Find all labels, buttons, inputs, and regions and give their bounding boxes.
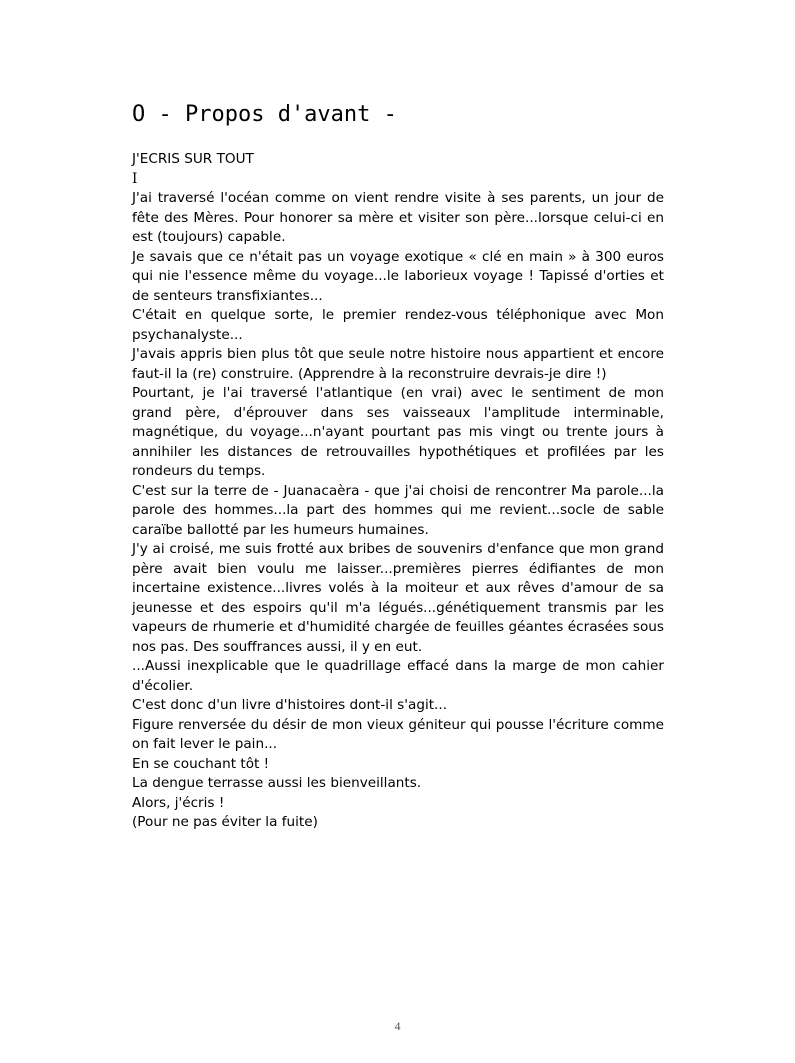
paragraph: Figure renversée du désir de mon vieux géniteur qui pousse l'écriture comme on fait lever le pain...: [132, 716, 664, 752]
section-roman-numeral: I: [132, 170, 138, 187]
paragraph: Pourtant, je l'ai traversé l'atlantique (en vrai) avec le sentiment de mon grand père, d'éprouver dans ses vaisseaux l'amplitude interminable, magnétique, du voyage...n'ayant pourtant pas mis vingt ou trente jours à annihiler les distances de retrouvailles hypothétiques et profilées par les rondeurs du temps.: [132, 385, 664, 479]
paragraph: J'y ai croisé, me suis frotté aux bribes de souvenirs d'enfance que mon grand père avait bien voulu me laisser...premières pierres édifiantes de mon incertaine existence...livres volés à la moiteur et aux rêves d'amour de sa jeunesse et des espoirs qu'il m'a légués...génétiquement transmis par les vapeurs de rhumerie et d'humidité chargée de feuilles géantes écrasées sous nos pas. Des souffrances aussi, il y en eut.: [132, 541, 664, 655]
paragraph: J'avais appris bien plus tôt que seule notre histoire nous appartient et encore faut-il la (re) construire. (Apprendre à la reconstruire devrais-je dire !): [132, 346, 664, 382]
paragraph: C'était en quelque sorte, le premier rendez-vous téléphonique avec Mon psychanalyste...: [132, 307, 664, 343]
paragraph: Je savais que ce n'était pas un voyage exotique « clé en main » à 300 euros qui nie l'essence même du voyage...le laborieux voyage ! Tapissé d'orties et de senteurs transfixiantes...: [132, 248, 664, 304]
paragraph: J'ai traversé l'océan comme on vient rendre visite à ses parents, un jour de fête des Mères. Pour honorer sa mère et visiter son père...lorsque celui-ci en est (toujours) capable.: [132, 190, 664, 245]
section-heading: J'ECRIS SUR TOUT: [132, 151, 254, 167]
paragraph: C'est sur la terre de - Juanacaèra - que j'ai choisi de rencontrer Ma parole...la parole des hommes...la part des hommes qui me revient...socle de sable caraïbe ballotté par les humeurs humaines.: [132, 482, 664, 538]
paragraph: C'est donc d'un livre d'histoires dont-il s'agit...: [132, 697, 448, 713]
page-number: 4: [394, 1019, 401, 1033]
paragraph: Alors, j'écris !: [132, 794, 225, 811]
paragraph: ...Aussi inexplicable que le quadrillage effacé dans la marge de mon cahier d'écolier.: [132, 658, 664, 694]
chapter-title: O - Propos d'avant -: [132, 102, 397, 127]
chapter-body: [132, 150, 664, 833]
paragraph: (Pour ne pas éviter la fuite): [132, 814, 318, 830]
paragraph: En se couchant tôt !: [132, 755, 270, 772]
paragraph: La dengue terrasse aussi les bienveillants.: [132, 775, 422, 791]
